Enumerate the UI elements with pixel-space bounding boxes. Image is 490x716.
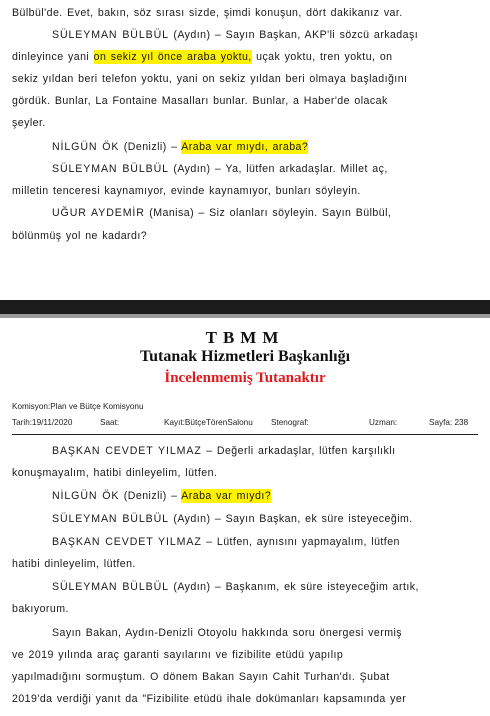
previous-page bbox=[0, 0, 490, 300]
line-text: (Aydın) – Ya, lütfen arkadaşlar. Millet aç, bbox=[168, 163, 388, 175]
transcript-line: Sayın Bakan, Aydın-Denizli Otoyolu hakkında soru önergesi vermiş bbox=[52, 627, 403, 639]
speaker-name: SÜLEYMAN BÜLBÜL bbox=[52, 581, 169, 593]
date-field: Tarih:19/11/2020 bbox=[12, 418, 73, 427]
transcript-line: bakıyorum. bbox=[12, 603, 69, 615]
transcript-line bbox=[52, 489, 271, 503]
line-text: dinleyince yani bbox=[12, 51, 94, 63]
time-field: Saat: bbox=[100, 418, 120, 427]
transcript-line: Bülbül'de. Evet, bakın, söz sırası sizde, şimdi konuşun, dört dakikanız var. bbox=[12, 7, 403, 19]
recorder-field: Kayıt:BütçeTörenSalonu bbox=[164, 418, 253, 427]
line-text: (Denizli) – bbox=[119, 490, 182, 502]
transcript-line bbox=[52, 140, 308, 154]
header-rule bbox=[12, 434, 478, 435]
speaker-name: BAŞKAN CEVDET YILMAZ bbox=[52, 536, 202, 548]
highlighted-text: on sekiz yıl önce araba yoktu, bbox=[93, 51, 252, 63]
transcript-line: 2019'da verdiği yanıt da "Fizibilite etüdü ihale dokümanları kapsamında yer bbox=[12, 693, 407, 705]
page-separator bbox=[0, 300, 490, 314]
line-text: – Lütfen, aynısını yapmayalım, lütfen bbox=[201, 536, 400, 548]
transcript-line bbox=[52, 28, 418, 42]
transcript-line bbox=[52, 512, 413, 526]
transcript-line: şeyler. bbox=[12, 117, 46, 129]
transcript-line: bölünmüş yol ne kadardı? bbox=[12, 230, 148, 242]
highlighted-text: Araba var mıydı, araba? bbox=[181, 141, 309, 153]
transcript-line bbox=[52, 535, 400, 549]
stenographer-field: Stenograf: bbox=[271, 418, 309, 427]
highlighted-text: Araba var mıydı? bbox=[181, 490, 272, 502]
speaker-name: NİLGÜN ÖK bbox=[52, 490, 120, 502]
speaker-name: SÜLEYMAN BÜLBÜL bbox=[52, 163, 169, 175]
speaker-name: SÜLEYMAN BÜLBÜL bbox=[52, 513, 169, 525]
transcript-line: sekiz yıldan beri telefon yoktu, yani on sekiz yıldan beri olmaya başladığını bbox=[12, 73, 408, 85]
line-text: (Manisa) – Siz olanları söyleyin. Sayın Bülbül, bbox=[144, 207, 392, 219]
transcript-line: konuşmayalım, hatibi dinleyelim, lütfen. bbox=[12, 467, 218, 479]
transcript-line: ve 2019 yılında araç garanti sayılarını ve fizibilite etüdü yapılıp bbox=[12, 649, 344, 661]
transcript-line bbox=[52, 206, 391, 220]
transcript-line: yapılmadığını sormuştum. O dönem Bakan Sayın Cahit Turhan'dı. Şubat bbox=[12, 671, 390, 683]
speaker-name: SÜLEYMAN BÜLBÜL bbox=[52, 29, 169, 41]
transcript-line: hatibi dinleyelim, lütfen. bbox=[12, 558, 136, 570]
status-title: İncelenmemiş Tutanaktır bbox=[164, 370, 326, 386]
transcript-line bbox=[52, 580, 419, 594]
line-text: (Aydın) – Başkanım, ek süre isteyeceğim artık, bbox=[168, 581, 419, 593]
line-text: (Aydın) – Sayın Başkan, ek süre isteyeceğim. bbox=[168, 513, 413, 525]
transcript-line bbox=[12, 50, 393, 64]
line-text: (Denizli) – bbox=[119, 141, 182, 153]
expert-field: Uzman: bbox=[369, 418, 398, 427]
speaker-name: NİLGÜN ÖK bbox=[52, 141, 120, 153]
speaker-name: BAŞKAN CEVDET YILMAZ bbox=[52, 445, 202, 457]
line-text: – Değerli arkadaşlar, lütfen karşılıklı bbox=[201, 445, 396, 457]
transcript-line: milletin tenceresi kaynamıyor, evinde kaynamıyor, bunları söyleyin. bbox=[12, 185, 361, 197]
transcript-line: gördük. Bunlar, La Fontaine Masalları bunlar. Bunlar, a Haber'de olacak bbox=[12, 95, 388, 107]
line-text: (Aydın) – Sayın Başkan, AKP'li sözcü arkadaşı bbox=[168, 29, 419, 41]
transcript-line bbox=[52, 444, 395, 458]
transcript-line bbox=[52, 162, 388, 176]
department-title: Tutanak Hizmetleri Başkanlığı bbox=[139, 348, 351, 365]
tbmm-title: TBMM bbox=[205, 328, 285, 347]
speaker-name: UĞUR AYDEMİR bbox=[52, 207, 145, 219]
commission-field: Komisyon:Plan ve Bütçe Komisyonu bbox=[12, 402, 144, 411]
page-number: Sayfa: 238 bbox=[429, 418, 469, 427]
line-text: uçak yoktu, tren yoktu, on bbox=[251, 51, 393, 63]
